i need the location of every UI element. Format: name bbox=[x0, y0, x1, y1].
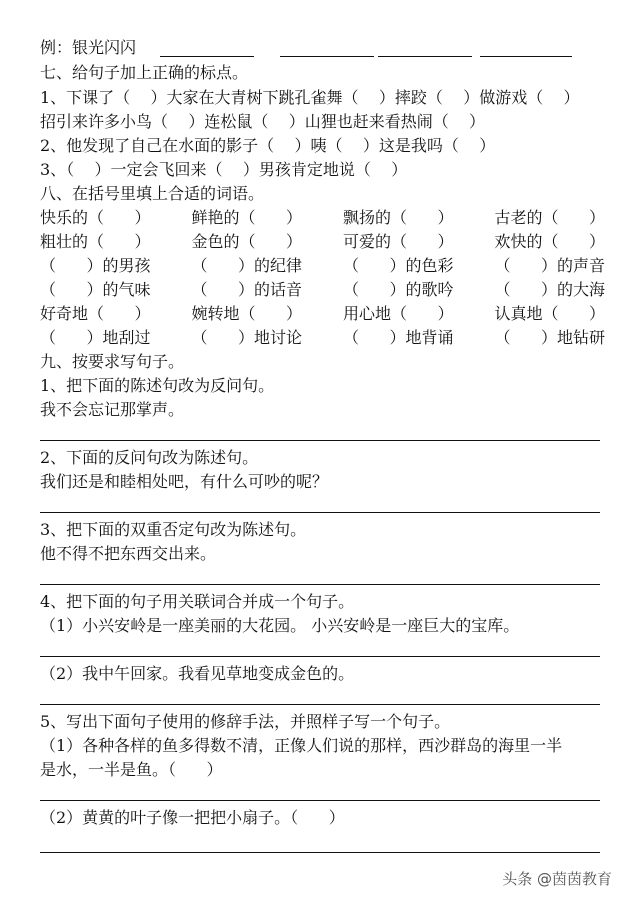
q5-item-2: （2）黄黄的叶子像一把把小扇子。（ ） bbox=[40, 808, 345, 827]
fill-item: 粗壮的（ ） bbox=[40, 232, 151, 251]
fill-item: 好奇地（ ） bbox=[40, 304, 151, 323]
q5-answer-line-2[interactable] bbox=[40, 852, 600, 853]
section8-row-5 bbox=[40, 304, 605, 324]
q1-sentence: 我不会忘记那掌声。 bbox=[40, 400, 185, 419]
q2-answer-line[interactable] bbox=[40, 512, 600, 513]
section7-line-2: 招引来许多小鸟（ ）连松鼠（ ）山狸也赶来看热闹（ ） bbox=[40, 112, 486, 131]
section7-heading: 七、给句子加上正确的标点。 bbox=[40, 63, 249, 82]
example-blank-4[interactable] bbox=[480, 56, 572, 57]
q5-item-1-line-1: （1）各种各样的鱼多得数不清，正像人们说的那样，西沙群岛的海里一半 bbox=[40, 736, 563, 755]
fill-item: 可爱的（ ） bbox=[342, 232, 454, 251]
fill-item: （ ）的话音 bbox=[191, 280, 303, 299]
section8-heading: 八、在括号里填上合适的词语。 bbox=[40, 184, 265, 203]
section8-row-4 bbox=[40, 280, 605, 300]
fill-item: 快乐的（ ） bbox=[40, 208, 151, 227]
section8-row-1 bbox=[40, 208, 605, 228]
q4-prompt: 4、把下面的句子用关联词合并成一个句子。 bbox=[40, 592, 355, 611]
q2-sentence: 我们还是和睦相处吧，有什么可吵的呢？ bbox=[40, 472, 329, 491]
fill-item: （ ）地背诵 bbox=[342, 328, 454, 347]
fill-item: （ ）的色彩 bbox=[342, 256, 454, 275]
fill-item: 金色的（ ） bbox=[191, 232, 303, 251]
q4-answer-line-1[interactable] bbox=[40, 656, 600, 657]
fill-item: （ ）地讨论 bbox=[191, 328, 303, 347]
fill-item: 认真地（ ） bbox=[494, 304, 605, 323]
q5-prompt: 5、写出下面句子使用的修辞手法，并照样子写一个句子。 bbox=[40, 712, 451, 731]
example-blank-2[interactable] bbox=[280, 56, 374, 57]
q3-sentence: 他不得不把东西交出来。 bbox=[40, 544, 217, 563]
q5-answer-line-1[interactable] bbox=[40, 800, 600, 801]
fill-item: （ ）地钻研 bbox=[494, 328, 605, 347]
q2-prompt: 2、下面的反问句改为陈述句。 bbox=[40, 448, 259, 467]
section8-row-2 bbox=[40, 232, 605, 252]
watermark: 头条 @茵茵教育 bbox=[502, 870, 612, 888]
fill-item: （ ）地刮过 bbox=[40, 328, 151, 347]
fill-item: （ ）的气味 bbox=[40, 280, 151, 299]
q1-answer-line[interactable] bbox=[40, 440, 600, 441]
section9-heading: 九、按要求写句子。 bbox=[40, 352, 185, 371]
fill-item: 飘扬的（ ） bbox=[342, 208, 454, 227]
section7-line-1: 1、下课了（ ）大家在大青树下跳孔雀舞（ ）摔跤（ ）做游戏（ ） bbox=[40, 88, 580, 107]
example-blank-3[interactable] bbox=[378, 56, 472, 57]
fill-item: （ ）的纪律 bbox=[191, 256, 303, 275]
section7-line-3: 2、他发现了自己在水面的影子（ ）咦（ ）这是我吗（ ） bbox=[40, 136, 496, 155]
section8-row-6 bbox=[40, 328, 605, 348]
fill-item: （ ）的歌吟 bbox=[342, 280, 454, 299]
q5-item-1-line-2: 是水，一半是鱼。（ ） bbox=[40, 760, 223, 779]
section8-row-3 bbox=[40, 256, 605, 276]
example-blank-1[interactable] bbox=[160, 56, 254, 57]
q1-prompt: 1、把下面的陈述句改为反问句。 bbox=[40, 376, 275, 395]
fill-item: （ ）的大海 bbox=[494, 280, 605, 299]
fill-item: （ ）的声音 bbox=[494, 256, 605, 275]
q4-item-1: （1）小兴安岭是一座美丽的大花园。 小兴安岭是一座巨大的宝库。 bbox=[40, 616, 520, 635]
section7-line-4: 3、（ ）一定会飞回来（ ）男孩肯定地说（ ） bbox=[40, 160, 408, 179]
q4-answer-line-2[interactable] bbox=[40, 704, 600, 705]
fill-item: 欢快的（ ） bbox=[494, 232, 605, 251]
q3-answer-line[interactable] bbox=[40, 584, 600, 585]
fill-item: 古老的（ ） bbox=[494, 208, 605, 227]
example-label: 例：银光闪闪 bbox=[40, 38, 137, 57]
fill-item: 鲜艳的（ ） bbox=[191, 208, 303, 227]
q4-item-2: （2）我中午回家。我看见草地变成金色的。 bbox=[40, 664, 355, 683]
fill-item: 婉转地（ ） bbox=[191, 304, 303, 323]
fill-item: 用心地（ ） bbox=[342, 304, 454, 323]
q3-prompt: 3、把下面的双重否定句改为陈述句。 bbox=[40, 520, 307, 539]
fill-item: （ ）的男孩 bbox=[40, 256, 151, 275]
